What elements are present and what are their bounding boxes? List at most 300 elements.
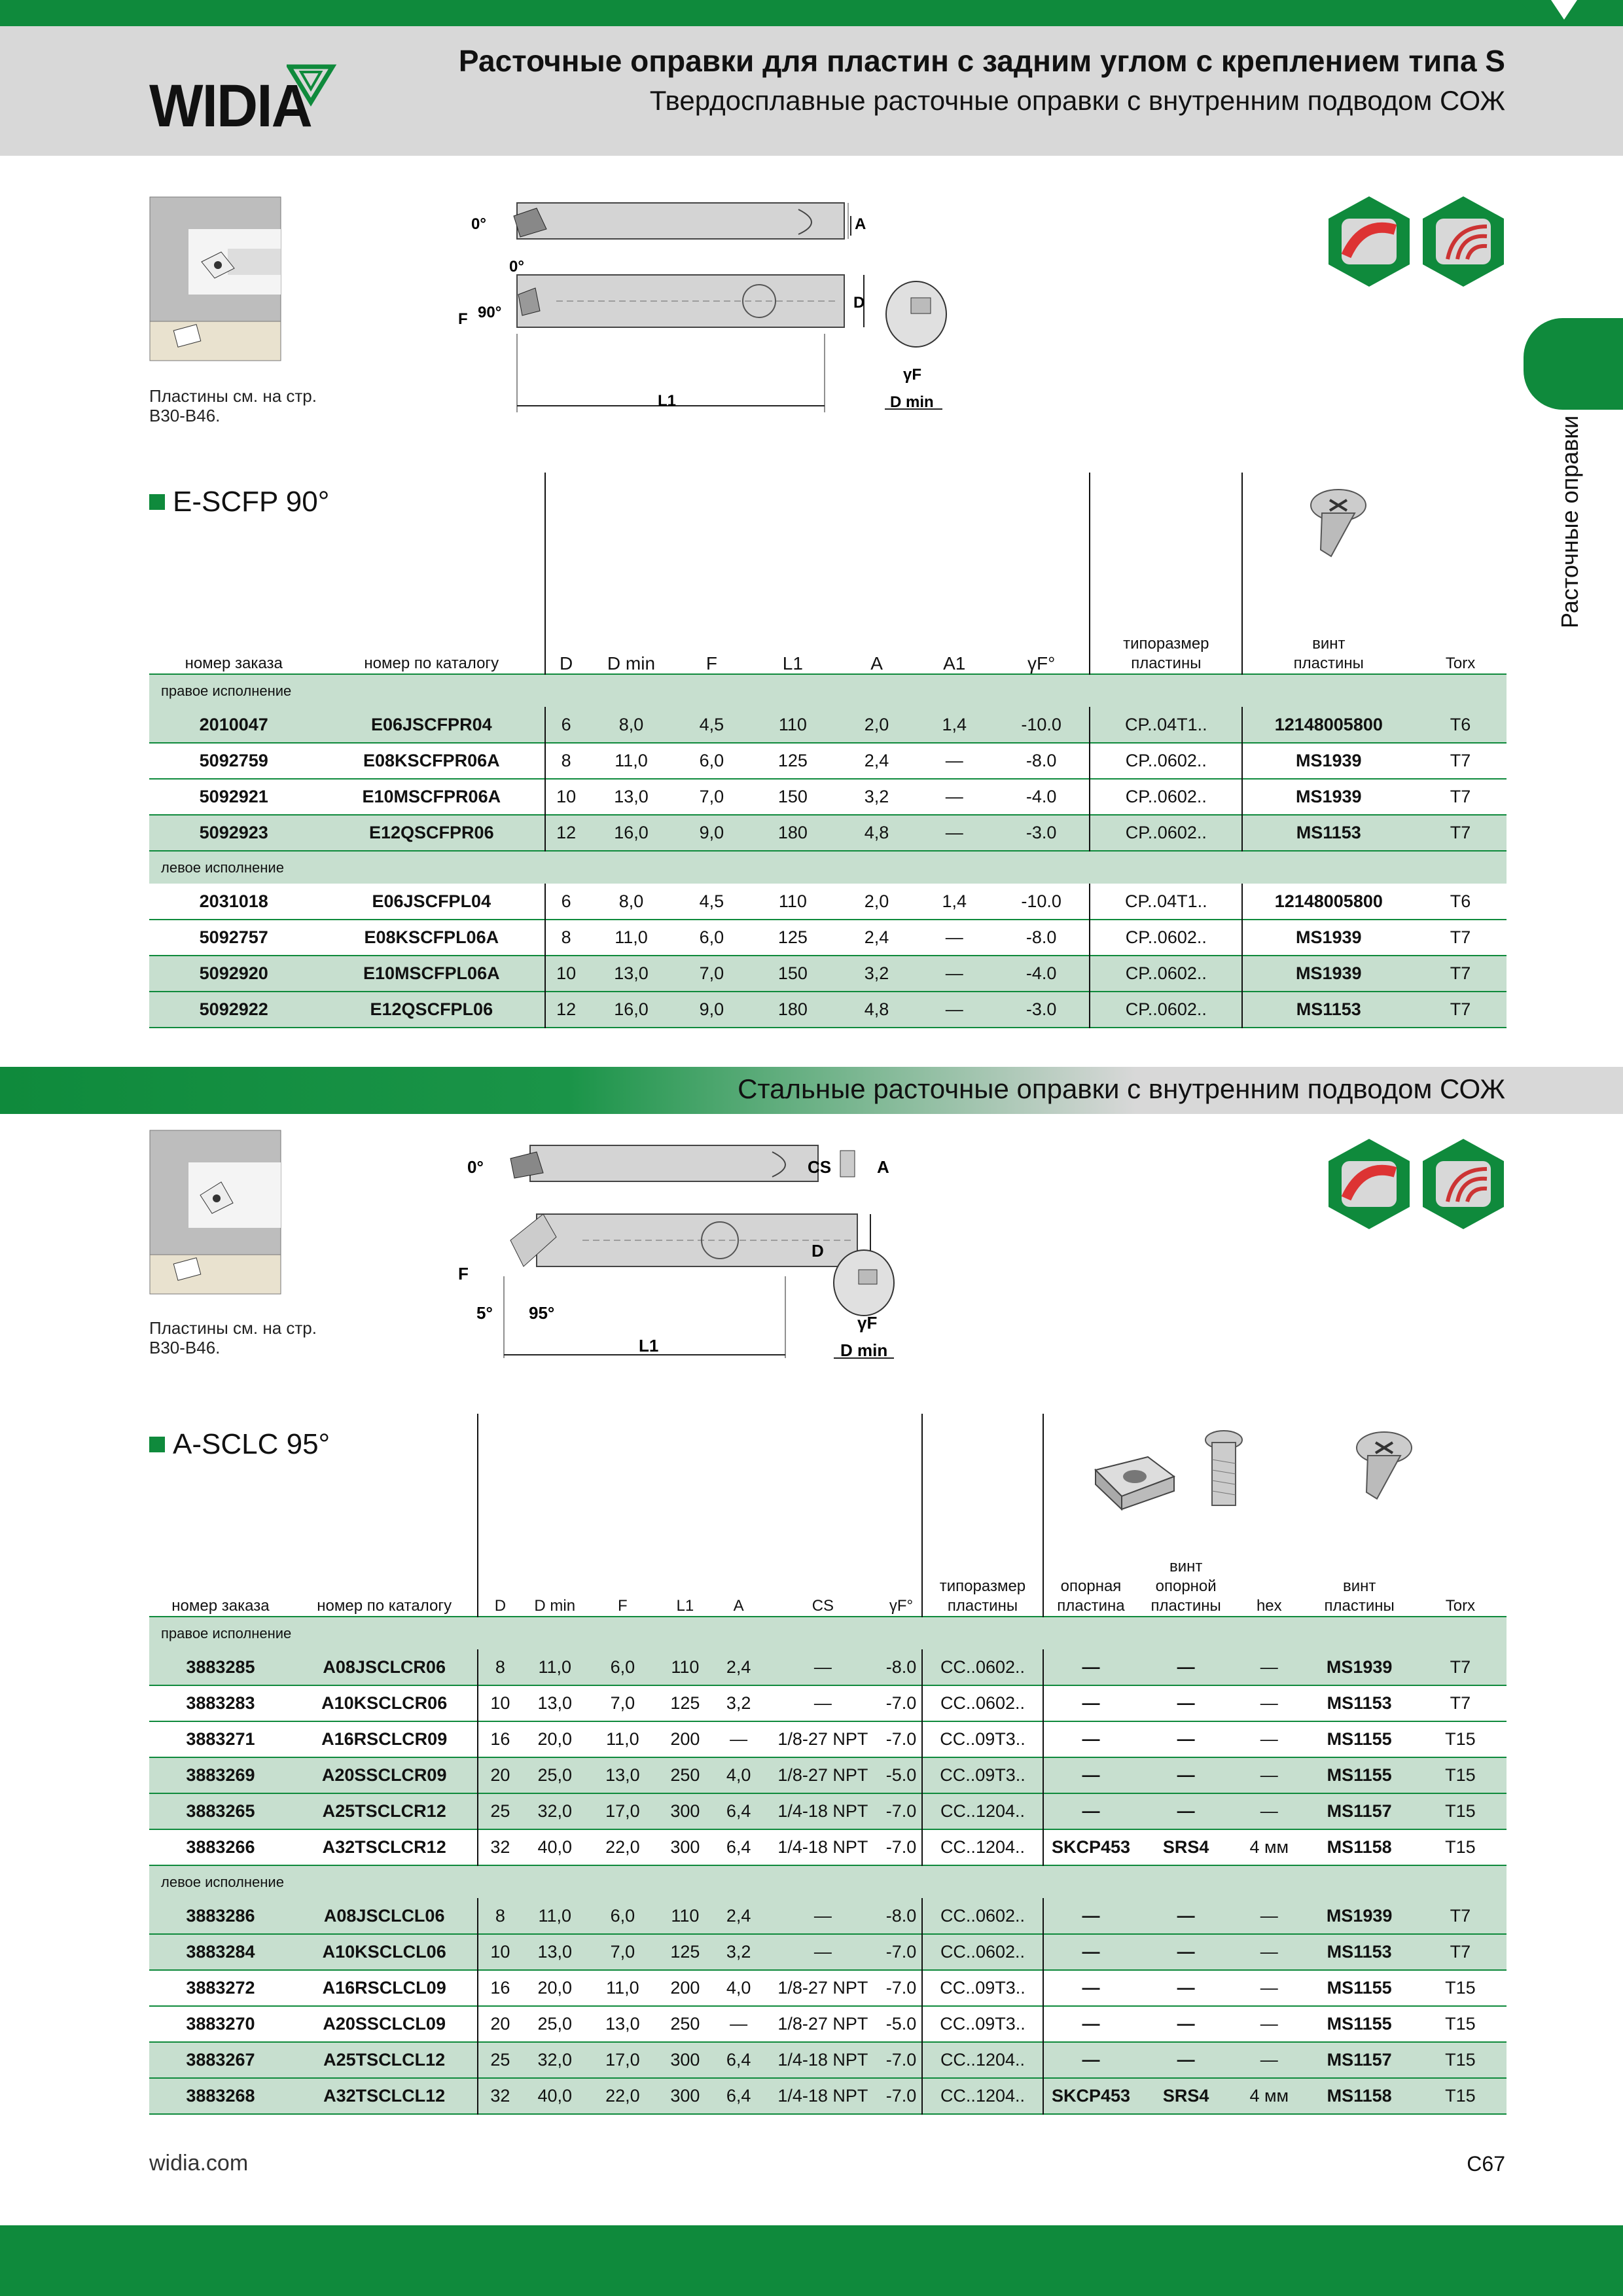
table-cell: E12QSCFPL06	[318, 992, 545, 1028]
col-insert-size	[1090, 473, 1242, 674]
table-cell: A10KSCLCL06	[292, 1934, 478, 1970]
table-row	[149, 707, 1507, 743]
table-cell: 17,0	[605, 2050, 640, 2070]
note-line: Пластины см. на стр.	[149, 1318, 317, 1338]
table-cell: 2,0	[864, 891, 889, 911]
table-row	[149, 815, 1507, 851]
table-cell: 13,0	[537, 1942, 573, 1962]
table-cell: 10	[490, 1693, 510, 1713]
table-cell: 3,2	[864, 963, 889, 983]
table-cell: -10.0	[993, 707, 1090, 743]
table-cell: —	[1082, 1729, 1100, 1749]
table-cell: -8.0	[881, 1649, 923, 1685]
table-cell: 150	[777, 787, 808, 806]
table-cell: —	[1177, 1801, 1195, 1821]
table-cell: 13,0	[614, 963, 649, 983]
table-cell: T7	[1450, 1693, 1471, 1713]
table-cell: 2010047	[199, 714, 268, 734]
label-a: A	[855, 215, 866, 233]
table-cell: 8,0	[618, 891, 644, 911]
table-cell: CP..04T1..	[1090, 884, 1242, 920]
table-cell: CC..0602..	[922, 1934, 1043, 1970]
note-line: Пластины см. на стр.	[149, 386, 317, 406]
table-cell: 110	[671, 1657, 700, 1677]
table-cell: 5092923	[199, 823, 268, 842]
table-cell: MS1157	[1327, 2050, 1392, 2070]
table-cell: 4,8	[864, 999, 889, 1019]
table-cell: CC..0602..	[922, 1898, 1043, 1934]
table-cell: 3883269	[186, 1765, 255, 1785]
table-cell: —	[730, 1729, 748, 1749]
table-row	[149, 920, 1507, 956]
col-torx: Torx	[1445, 1597, 1476, 1615]
col-l1: L1	[676, 1597, 694, 1615]
label-angle-90: 90°	[478, 304, 502, 321]
table-cell: 40,0	[537, 1837, 573, 1857]
table-cell: —	[1082, 1765, 1100, 1785]
section-band-text: Стальные расточные оправки с внутренним подводом СОЖ	[738, 1073, 1505, 1104]
table-cell: T15	[1445, 2050, 1476, 2070]
table-cell: 4 мм	[1249, 2086, 1289, 2106]
table-cell: 125	[670, 1693, 700, 1713]
table-cell: MS1158	[1327, 1837, 1392, 1857]
table-cell: 3,2	[726, 1693, 751, 1713]
table-cell: 6,0	[699, 927, 724, 947]
table-cell: 11,0	[606, 1978, 639, 1998]
col-order: номер заказа	[185, 655, 283, 672]
table-cell: 4,5	[699, 714, 724, 734]
table-cell: —	[1082, 1801, 1100, 1821]
table-cell: —	[1177, 1978, 1195, 1998]
table-row	[149, 743, 1507, 779]
table-cell: 13,0	[614, 787, 649, 806]
table-body	[149, 1617, 1507, 2114]
table-cell: CP..04T1..	[1090, 707, 1242, 743]
table-cell: A16RSCLCR09	[292, 1721, 478, 1757]
col-torx: Torx	[1445, 655, 1476, 672]
table-cell: 8	[495, 1905, 505, 1926]
table-cell: 1/8-27 NPT	[777, 1765, 868, 1785]
table-cell: 1/8-27 NPT	[777, 1978, 868, 1998]
bore-illustration-2	[149, 1130, 281, 1295]
table-cell: E06JSCFPR04	[318, 707, 545, 743]
coolant-icons-2	[1323, 1136, 1513, 1234]
table-cell: 25,0	[537, 1765, 573, 1785]
table-cell: -7.0	[881, 1934, 923, 1970]
table-cell: 2,4	[864, 751, 889, 770]
col-gamma: γF°	[881, 1414, 923, 1617]
side-tab-label: Расточные оправки	[1556, 415, 1583, 628]
table-a-sclc	[149, 1414, 1507, 2115]
col-screw-text: винт пластины	[1293, 635, 1364, 672]
table-cell: CC..1204..	[922, 1829, 1043, 1865]
brand-logo: WIDIA	[149, 73, 312, 139]
table-cell: 8	[561, 927, 571, 947]
table-cell: 5092922	[199, 999, 268, 1019]
table-cell: -4.0	[993, 956, 1090, 992]
table-cell: T7	[1450, 787, 1471, 806]
table-cell: 2,4	[864, 927, 889, 947]
table-cell: MS1155	[1327, 1765, 1392, 1785]
table-cell: 7,0	[610, 1693, 635, 1713]
note-line: B30-B46.	[149, 1338, 221, 1357]
table-cell: MS1157	[1327, 1801, 1392, 1821]
bore-illustration-1	[149, 196, 281, 361]
table-cell: T15	[1445, 1801, 1476, 1821]
table-cell: 32	[490, 1837, 510, 1857]
table-cell: T7	[1450, 999, 1471, 1019]
label-angle-mid: 0°	[509, 258, 524, 276]
col-catalog: номер по каталогу	[292, 1414, 478, 1617]
col-insert-size-text: типоразмер пластины	[1123, 635, 1209, 672]
table-cell: 1/4-18 NPT	[777, 1837, 868, 1857]
table-cell: 300	[670, 2086, 700, 2106]
table-cell: A08JSCLCR06	[292, 1649, 478, 1685]
table-cell: 3883271	[186, 1729, 255, 1749]
table-cell: 200	[670, 1729, 700, 1749]
table-cell: —	[813, 1905, 832, 1926]
table-cell: 3883270	[186, 2014, 255, 2034]
table-row	[149, 884, 1507, 920]
table-cell: —	[1082, 1693, 1100, 1713]
table-cell: CC..09T3..	[922, 1721, 1043, 1757]
table-cell: 7,0	[610, 1942, 635, 1962]
table-cell: 3,2	[726, 1942, 751, 1962]
table-row	[149, 2042, 1507, 2078]
insert-note-1	[149, 386, 317, 425]
table-cell: A10KSCLCR06	[292, 1685, 478, 1721]
col-shim-screw-text: винт опорной пластины	[1150, 1558, 1221, 1615]
label-gamma: γF	[857, 1313, 878, 1333]
table-cell: 11,0	[538, 1657, 572, 1677]
table-cell: 125	[777, 751, 808, 770]
table-cell: 4,0	[726, 1978, 751, 1998]
table-cell: 300	[670, 2050, 700, 2070]
table-cell: 6,0	[699, 751, 724, 770]
table-cell: 3883266	[186, 1837, 255, 1857]
table-cell: CC..1204..	[922, 1793, 1043, 1829]
table-cell: 11,0	[606, 1729, 639, 1749]
table-cell: SKCP453	[1051, 2086, 1131, 2106]
table-cell: CP..0602..	[1090, 815, 1242, 851]
table-cell: -5.0	[881, 1757, 923, 1793]
note-line: B30-B46.	[149, 406, 221, 425]
col-cs: CS	[812, 1597, 834, 1615]
table-cell: 10	[556, 963, 577, 983]
table-cell: CC..0602..	[922, 1649, 1043, 1685]
table-cell: —	[1177, 2014, 1195, 2034]
table-cell: T15	[1445, 2086, 1476, 2106]
table-cell: 6,0	[610, 1657, 635, 1677]
table-cell: 1/4-18 NPT	[777, 1801, 868, 1821]
col-shim-text: опорная пластина	[1057, 1577, 1125, 1615]
col-gamma: γF°	[993, 473, 1090, 674]
table-cell: 125	[670, 1942, 700, 1962]
table-cell: T15	[1445, 1765, 1476, 1785]
table-cell: -4.0	[993, 779, 1090, 815]
table-cell: CP..0602..	[1090, 992, 1242, 1028]
section1-title-text: E-SCFP 90°	[173, 486, 330, 518]
table-cell: -8.0	[881, 1898, 923, 1934]
table-cell: 25	[490, 2050, 510, 2070]
table-row	[149, 1829, 1507, 1865]
table-cell: 5092920	[199, 963, 268, 983]
table-cell: 300	[670, 1837, 700, 1857]
table-cell: T7	[1450, 963, 1471, 983]
table-cell: MS1939	[1326, 1905, 1393, 1926]
insert-note-2	[149, 1318, 317, 1357]
table-cell: 20,0	[537, 1978, 573, 1998]
bottom-green-bar	[0, 2225, 1623, 2296]
table-cell: 7,0	[699, 787, 724, 806]
page-title: Расточные оправки для пластин с задним углом с креплением типа S	[458, 44, 1505, 78]
table-cell: CP..0602..	[1090, 779, 1242, 815]
tool-drawing-1	[458, 190, 955, 425]
table-cell: E06JSCFPL04	[318, 884, 545, 920]
label-angle-95: 95°	[529, 1303, 555, 1323]
col-shim	[1043, 1414, 1139, 1617]
table-cell: 8,0	[618, 714, 644, 734]
table-cell: —	[1177, 2050, 1195, 2070]
table-cell: 6	[561, 714, 571, 734]
table-cell: SRS4	[1162, 1837, 1209, 1857]
tool-drawing-2	[458, 1132, 955, 1361]
table-cell: 11,0	[615, 927, 648, 947]
table-cell: MS1939	[1295, 963, 1362, 983]
table-cell: 25	[490, 1801, 510, 1821]
label-a: A	[877, 1157, 889, 1177]
table-cell: —	[1082, 2014, 1100, 2034]
table-cell: MS1939	[1295, 787, 1362, 806]
footer-url[interactable]: widia.com	[149, 2151, 249, 2176]
table-cell: 7,0	[699, 963, 724, 983]
table-cell: 200	[670, 1978, 700, 1998]
label-angle-top: 0°	[471, 215, 486, 233]
table-cell: 16,0	[614, 999, 649, 1019]
table-cell: -3.0	[993, 992, 1090, 1028]
table-row	[149, 956, 1507, 992]
table-cell: 2,4	[726, 1905, 751, 1926]
table-cell: T7	[1450, 927, 1471, 947]
col-f: F	[618, 1597, 628, 1615]
table-cell: MS1939	[1326, 1657, 1393, 1677]
table-cell: 4,8	[864, 823, 889, 842]
table-row	[149, 1757, 1507, 1793]
col-d: D	[560, 653, 573, 673]
table-cell: -7.0	[881, 2078, 923, 2114]
group-label: левое исполнение	[161, 859, 284, 876]
label-l1: L1	[658, 392, 677, 410]
table-cell: T7	[1450, 1942, 1471, 1962]
table-cell: A20SSCLCL09	[292, 2006, 478, 2042]
table-cell: 5092757	[199, 927, 268, 947]
table-cell: 6,4	[726, 2086, 751, 2106]
label-f: F	[458, 1264, 469, 1283]
table-cell: -10.0	[993, 884, 1090, 920]
table-cell: -7.0	[881, 1793, 923, 1829]
table-cell: -8.0	[993, 920, 1090, 956]
col-l1: L1	[782, 653, 803, 673]
table-cell: 17,0	[605, 1801, 640, 1821]
table-cell: 180	[777, 999, 808, 1019]
table-cell: A25TSCLCR12	[292, 1793, 478, 1829]
table-cell: 4,0	[726, 1765, 751, 1785]
table-cell: 3,2	[864, 787, 889, 806]
table-cell: CC..1204..	[922, 2042, 1043, 2078]
table-cell: 13,0	[605, 2014, 640, 2034]
table-cell: MS1155	[1327, 1978, 1392, 1998]
col-shim-screw	[1138, 1414, 1234, 1617]
table-cell: 10	[556, 787, 577, 806]
table-row	[149, 1649, 1507, 1685]
table-cell: 4 мм	[1249, 1837, 1289, 1857]
label-gamma: γF	[903, 366, 922, 384]
table-cell: CC..09T3..	[922, 1970, 1043, 2006]
col-a1: A1	[943, 653, 966, 673]
table-cell: 3883285	[186, 1657, 255, 1677]
table-cell: CP..0602..	[1090, 743, 1242, 779]
table-cell: MS1158	[1327, 2086, 1392, 2106]
table-row	[149, 1898, 1507, 1934]
table-cell: -5.0	[881, 2006, 923, 2042]
col-screw	[1242, 473, 1414, 674]
table-cell: —	[1260, 2050, 1278, 2070]
table-cell: —	[1260, 2014, 1278, 2034]
table-cell: CP..0602..	[1090, 956, 1242, 992]
table-cell: 300	[670, 1801, 700, 1821]
table-cell: —	[1260, 1978, 1278, 1998]
table-cell: 1/8-27 NPT	[777, 2014, 868, 2034]
label-angle-top: 0°	[467, 1157, 484, 1177]
table-cell: T7	[1450, 1905, 1471, 1926]
label-dmin: D min	[890, 393, 934, 411]
table-row	[149, 1721, 1507, 1757]
group-row	[149, 1617, 1507, 1649]
table-cell: CC..1204..	[922, 2078, 1043, 2114]
table-cell: 3883286	[186, 1905, 255, 1926]
table-cell: E10MSCFPL06A	[318, 956, 545, 992]
table-cell: 110	[778, 891, 807, 911]
table-cell: 32,0	[537, 1801, 573, 1821]
table-cell: —	[1260, 1765, 1278, 1785]
table-cell: 1/4-18 NPT	[777, 2050, 868, 2070]
table-body	[149, 674, 1507, 1028]
table-cell: 6,4	[726, 1801, 751, 1821]
table-cell: 22,0	[605, 2086, 640, 2106]
table-cell: 3883267	[186, 2050, 255, 2070]
table-cell: 125	[777, 927, 808, 947]
table-cell: CC..09T3..	[922, 1757, 1043, 1793]
table-cell: —	[730, 2014, 748, 2034]
table-cell: 32,0	[537, 2050, 573, 2070]
col-hex: hex	[1256, 1597, 1282, 1615]
table-header-row	[149, 1414, 1507, 1617]
label-cs: CS	[808, 1157, 832, 1177]
table-cell: A08JSCLCL06	[292, 1898, 478, 1934]
col-insert-size-text: типоразмер пластины	[939, 1577, 1026, 1615]
table-cell: —	[1177, 1765, 1195, 1785]
col-screw-text: винт пластины	[1324, 1577, 1395, 1615]
table-cell: 25,0	[537, 2014, 573, 2034]
table-cell: -3.0	[993, 815, 1090, 851]
table-cell: E08KSCFPR06A	[318, 743, 545, 779]
table-cell: —	[1082, 1905, 1100, 1926]
group-label: левое исполнение	[161, 1873, 284, 1890]
table-cell: T6	[1450, 891, 1471, 911]
table-cell: —	[945, 963, 963, 983]
top-green-bar	[0, 0, 1623, 26]
table-row	[149, 2078, 1507, 2114]
side-tab	[1524, 318, 1623, 410]
col-insert-size	[922, 1414, 1043, 1617]
label-angle-5: 5°	[476, 1303, 493, 1323]
table-row	[149, 1793, 1507, 1829]
table-cell: —	[1260, 1657, 1278, 1677]
table-cell: A20SSCLCR09	[292, 1757, 478, 1793]
table-cell: T7	[1450, 1657, 1471, 1677]
table-cell: 20	[490, 2014, 510, 2034]
table-cell: -7.0	[881, 1685, 923, 1721]
table-cell: T15	[1445, 1837, 1476, 1857]
table-cell: A25TSCLCL12	[292, 2042, 478, 2078]
col-a: A	[870, 653, 883, 673]
page-number: C67	[1467, 2152, 1505, 2176]
table-cell: 2031018	[199, 891, 268, 911]
table-cell: 3883272	[186, 1978, 255, 1998]
table-cell: —	[945, 927, 963, 947]
table-cell: T15	[1445, 1729, 1476, 1749]
table-cell: 16,0	[614, 823, 649, 842]
table-cell: 22,0	[605, 1837, 640, 1857]
table-cell: —	[813, 1657, 832, 1677]
col-d: D	[494, 1597, 507, 1615]
table-row	[149, 992, 1507, 1028]
col-order: номер заказа	[171, 1597, 270, 1615]
table-row	[149, 1970, 1507, 2006]
table-cell: 40,0	[537, 2086, 573, 2106]
table-cell: 1/8-27 NPT	[777, 1729, 868, 1749]
table-header-row	[149, 473, 1507, 674]
table-cell: —	[1260, 1801, 1278, 1821]
table-cell: 20	[490, 1765, 510, 1785]
col-screw	[1305, 1414, 1414, 1617]
table-cell: E10MSCFPR06A	[318, 779, 545, 815]
table-cell: SKCP453	[1051, 1837, 1131, 1857]
table-cell: —	[945, 999, 963, 1019]
table-cell: CC..0602..	[922, 1685, 1043, 1721]
col-dmin: D min	[534, 1597, 576, 1615]
table-cell: —	[1177, 1905, 1195, 1926]
table-cell: 6,0	[610, 1905, 635, 1926]
table-cell: 12	[556, 999, 577, 1019]
table-cell: -8.0	[993, 743, 1090, 779]
table-cell: 20,0	[537, 1729, 573, 1749]
table-cell: 32	[490, 2086, 510, 2106]
table-cell: 3883268	[186, 2086, 255, 2106]
table-cell: E08KSCFPL06A	[318, 920, 545, 956]
col-catalog: номер по каталогу	[318, 473, 545, 674]
table-cell: 1,4	[942, 891, 967, 911]
table-cell: 3883283	[186, 1693, 255, 1713]
table-cell: —	[1177, 1729, 1195, 1749]
table-cell: 5092759	[199, 751, 268, 770]
col-a: A	[733, 1597, 744, 1615]
widia-logo-icon	[287, 63, 339, 109]
table-cell: 12	[556, 823, 577, 842]
table-cell: A16RSCLCL09	[292, 1970, 478, 2006]
table-cell: 3883284	[186, 1942, 255, 1962]
table-cell: 13,0	[605, 1765, 640, 1785]
